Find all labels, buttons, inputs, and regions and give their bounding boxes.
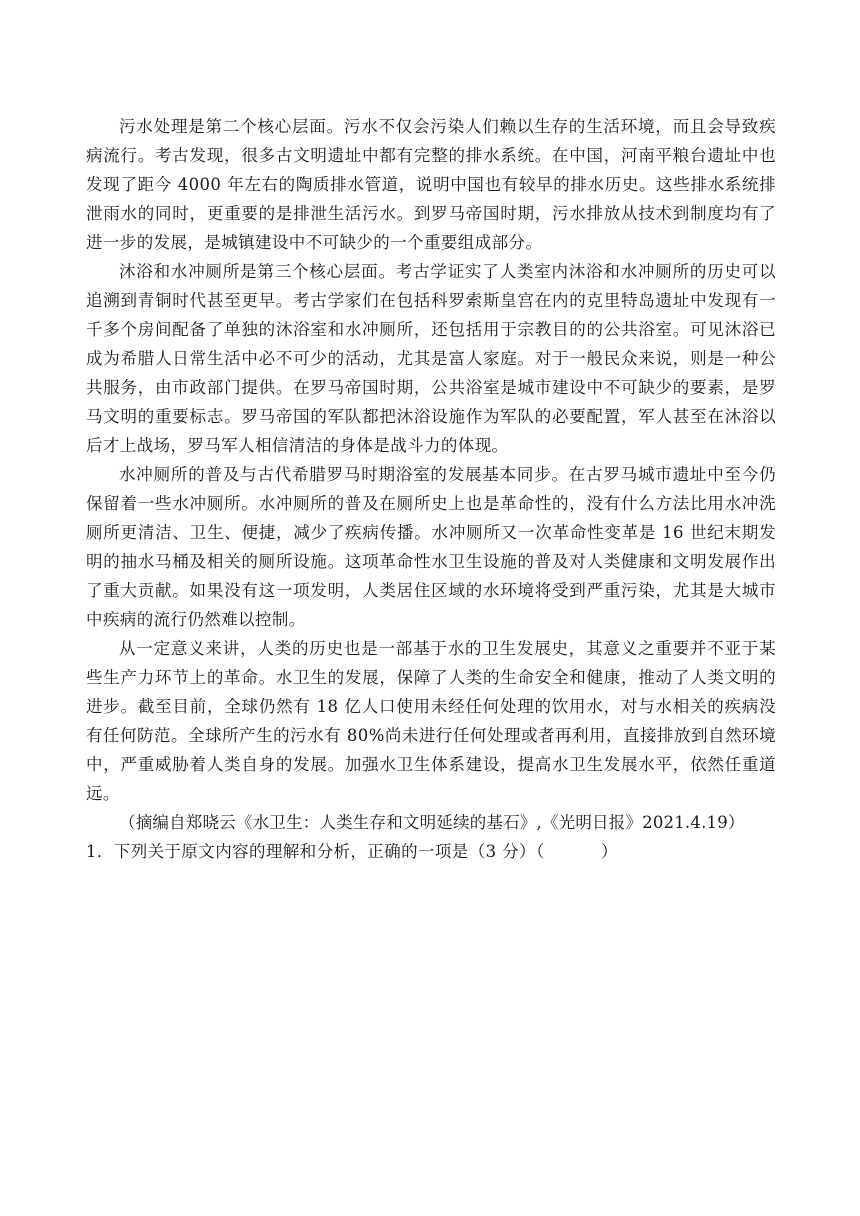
paragraph-wastewater: 污水处理是第二个核心层面。污水不仅会污染人们赖以生存的生活环境，而且会导致疾病流行。考古发现，很多古文明遗址中都有完整的排水系统。在中国，河南平粮台遗址中也发现了距今 4000 年左右的陶质排水管道，说明中国也有较早的排水历史。这些排水系统排泄雨水的同时，更重要的是排泄生活污水。到罗马帝国时期，污水排放从技术到制度均有了进一步的发展，是城镇建设中不可缺少的一个重要组成部分。: [86, 117, 776, 252]
question-1: 1．下列关于原文内容的理解和分析，正确的一项是（3 分）（ ）: [86, 842, 618, 861]
paragraph-flush-toilet: 水冲厕所的普及与古代希腊罗马时期浴室的发展基本同步。在古罗马城市遗址中至今仍保留着一些水冲厕所。水冲厕所的普及在厕所史上也是革命性的，没有什么方法比用水冲洗厕所更清洁、卫生、便捷，减少了疾病传播。水冲厕所又一次革命性变革是 16 世纪末期发明的抽水马桶及相关的厕所设施。这项革命性水卫生设施的普及对人类健康和文明发展作出了重大贡献。如果没有这一项发明，人类居住区域的水环境将受到严重污染，尤其是大城市中疾病的流行仍然难以控制。: [86, 465, 776, 629]
paragraph-conclusion: 从一定意义来讲，人类的历史也是一部基于水的卫生发展史，其意义之重要并不亚于某些生产力环节上的革命。水卫生的发展，保障了人类的生命安全和健康，推动了人类文明的进步。截至目前，全球仍然有 18 亿人口使用未经任何处理的饮用水，对与水相关的疾病没有任何防范。全球所产生的污水有 80%尚未进行任何处理或者再利用，直接排放到自然环境中，严重威胁着人类自身的发展。加强水卫生体系建设，提高水卫生发展水平，依然任重道远。: [86, 639, 776, 803]
source-citation: （摘编自郑晓云《水卫生：人类生存和文明延续的基石》,《光明日报》2021.4.19）: [119, 813, 745, 832]
paragraph-bathing: 沐浴和水冲厕所是第三个核心层面。考古学证实了人类室内沐浴和水冲厕所的历史可以追溯到青铜时代甚至更早。考古学家们在包括科罗索斯皇宫在内的克里特岛遗址中发现有一千多个房间配备了单独的沐浴室和水冲厕所，还包括用于宗教目的的公共浴室。可见沐浴已成为希腊人日常生活中必不可少的活动，尤其是富人家庭。对于一般民众来说，则是一种公共服务，由市政部门提供。在罗马帝国时期，公共浴室是城市建设中不可缺少的要素，是罗马文明的重要标志。罗马帝国的军队都把沐浴设施作为军队的必要配置，军人甚至在沐浴以后才上战场，罗马军人相信清洁的身体是战斗力的体现。: [86, 262, 776, 455]
document-page: [86, 112, 776, 866]
